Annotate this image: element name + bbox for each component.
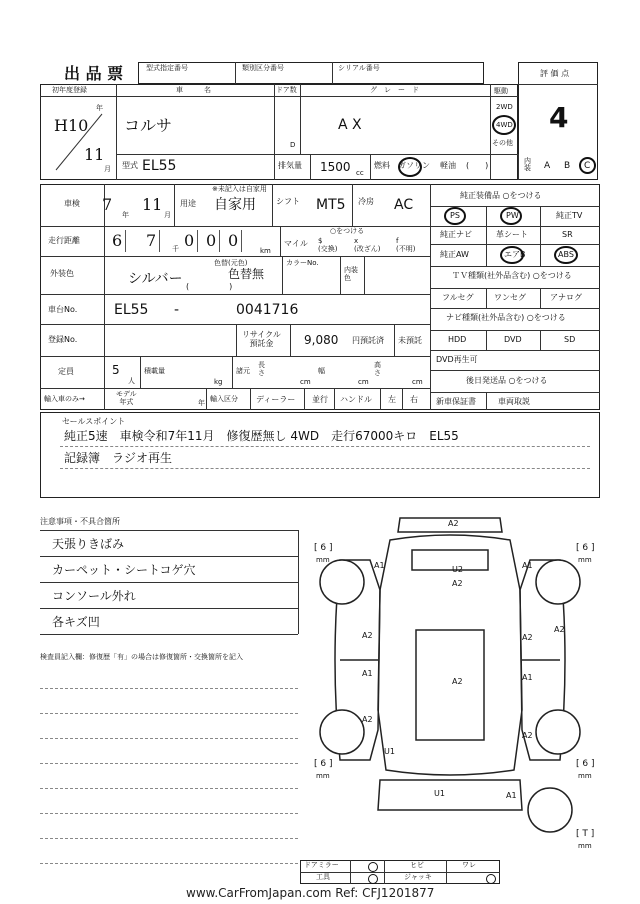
mileage-digit-cell xyxy=(140,230,160,252)
capacity-label: 定員 xyxy=(58,367,74,376)
door-unit: D xyxy=(290,141,296,149)
damage-mark: A1 xyxy=(362,669,373,678)
color-no-label: カラーNo. xyxy=(286,259,319,267)
recycle-not: 未預託 xyxy=(398,336,422,345)
circle-note: ○をつける xyxy=(330,227,365,235)
width-label: 幅 xyxy=(318,367,325,375)
damage-mark: A2 xyxy=(362,631,373,640)
fuel-gasoline: ガソリン xyxy=(398,161,430,170)
note-item: カーペット・シートコゲ穴 xyxy=(52,563,196,577)
mileage-label: 走行距離 xyxy=(48,236,80,245)
category-label: 類別区分番号 xyxy=(242,64,284,72)
score-label: 評 価 点 xyxy=(540,69,570,78)
damage-mark: A2 xyxy=(554,625,565,634)
original-color-paren: ( ) xyxy=(186,282,233,291)
inspector-line xyxy=(40,838,298,839)
ac-label: 冷房 xyxy=(358,197,374,206)
mirror-circle xyxy=(368,862,378,872)
mileage-unknown: f (不明) xyxy=(396,237,416,253)
damage-mark: A2 xyxy=(522,731,533,740)
form-title: 出 品 票 xyxy=(64,64,124,83)
note-item: 天張りきばみ xyxy=(52,537,125,551)
mileage-digit: 0 xyxy=(206,231,217,250)
handle-label: ハンドル xyxy=(340,395,372,404)
persons-unit: 人 xyxy=(128,377,135,385)
model-label: 型式 xyxy=(122,161,138,170)
model-value: EL55 xyxy=(142,158,177,174)
drive-4wd: 4WD xyxy=(496,121,513,129)
height-cm: cm xyxy=(412,378,423,386)
load-label: 積載量 xyxy=(144,367,165,375)
fuel-diesel: 軽油 xyxy=(440,161,456,170)
damage-mark: A2 xyxy=(362,715,373,724)
tv-fullseg: フルセグ xyxy=(442,293,474,302)
cert-number-box xyxy=(138,62,484,84)
navi-dvd: DVD xyxy=(504,335,522,344)
grade-value: A X xyxy=(338,117,362,133)
color-value: シルバー xyxy=(128,271,183,287)
interior-c-circle xyxy=(579,157,596,174)
model-cert-label: 型式指定番号 xyxy=(146,64,188,72)
equip-abs-circle xyxy=(554,246,578,264)
door-label: ドア数 xyxy=(276,86,297,94)
navi-type-label: ナビ種類(社外品含む) ○をつける xyxy=(446,313,566,322)
equip-airbag: エアB xyxy=(504,250,526,259)
damage-mark: A1 xyxy=(374,561,385,570)
interior-b: B xyxy=(564,161,571,171)
damage-diagram xyxy=(300,510,600,880)
usage-note: ※未記入は自家用 xyxy=(212,185,267,193)
insp-month-unit: 月 xyxy=(164,211,171,219)
chassis-dash: - xyxy=(174,302,180,318)
mileage-exchange: $ (交換) xyxy=(318,237,338,253)
length-label: 長 さ xyxy=(258,361,265,377)
height-label: 高 さ xyxy=(374,361,381,377)
handle-right: 右 xyxy=(410,395,418,404)
mileage-modified: x (改ざん) xyxy=(354,237,381,253)
drive-other: その他 xyxy=(492,139,513,147)
damage-mark: U2 xyxy=(452,565,463,574)
inspector-line xyxy=(40,863,298,864)
navi-sd: SD xyxy=(564,335,576,344)
damage-mark: U1 xyxy=(384,747,395,756)
shift-label: シフト xyxy=(276,197,300,206)
fuel-label: 燃料 xyxy=(374,161,390,170)
inspector-line xyxy=(40,813,298,814)
warp-label: ワレ xyxy=(462,861,476,869)
fuel-gasoline-circle xyxy=(398,157,422,177)
month-unit: 月 xyxy=(104,165,111,173)
mileage-digit-cell xyxy=(200,230,220,252)
equip-ps: PS xyxy=(450,211,460,220)
note-item: 各キズ凹 xyxy=(52,615,100,629)
jack-label: ジャッキ xyxy=(404,873,432,881)
sales-line-1: 純正5速 車検令和7年11月 修復歴無し 4WD 走行67000キロ EL55 xyxy=(64,429,459,443)
equip-abs: ABS xyxy=(558,250,574,259)
int-color-label: 内装 色 xyxy=(344,266,358,283)
drive-2wd: 2WD xyxy=(496,103,513,111)
inspector-line xyxy=(40,788,298,789)
displacement-label: 排気量 xyxy=(278,161,302,170)
tread-unit: mm xyxy=(578,772,592,780)
first-reg-label: 初年度登録 xyxy=(52,86,87,94)
mileage-digit-cell xyxy=(222,230,242,252)
km-unit: km xyxy=(260,247,271,255)
equip-pw-circle xyxy=(500,207,522,225)
recycle-label: リサイクル 預託金 xyxy=(242,330,281,348)
reg-year: H10 xyxy=(54,116,89,135)
dims-label: 諸元 xyxy=(236,367,250,375)
equip-ps-circle xyxy=(444,207,466,225)
cc-unit: cc xyxy=(356,169,364,177)
interior-c: C xyxy=(584,161,591,171)
handle-left: 左 xyxy=(388,395,396,404)
inspector-line xyxy=(40,688,298,689)
parallel-option: 並行 xyxy=(312,395,328,404)
mileage-digit: 6 xyxy=(112,231,123,250)
mileage-digit: 0 xyxy=(184,231,195,250)
damage-mark: A2 xyxy=(522,633,533,642)
tread-value: [ 6 ] xyxy=(576,759,595,769)
chassis-label: 車台No. xyxy=(48,305,78,314)
vehicle-name: コルサ xyxy=(124,116,173,135)
inspection-month: 11 xyxy=(142,195,163,214)
damage-mark: A1 xyxy=(522,673,533,682)
equip-leather: 革シート xyxy=(496,230,528,239)
serial-label: シリアル番号 xyxy=(338,64,380,72)
tread-unit: mm xyxy=(316,772,330,780)
tread-unit: mm xyxy=(578,842,592,850)
chassis-number: 0041716 xyxy=(236,302,299,318)
mileage-digit-cell xyxy=(106,230,126,252)
model-year-unit: 年 xyxy=(198,399,205,407)
genuine-equipment-label: 純正装備品 ○をつける xyxy=(460,191,542,200)
jack-circle xyxy=(486,874,496,884)
mirror-label: ドアミラー xyxy=(304,861,339,869)
ac-value: AC xyxy=(394,197,414,213)
later-warranty: 新車保証書 xyxy=(436,397,476,406)
watermark: www.CarFromJapan.com Ref: CFJ1201877 xyxy=(186,886,435,900)
shift-value: MT5 xyxy=(316,197,346,213)
recycle-deposited: 円預託済 xyxy=(352,336,384,345)
drive-label: 駆動 xyxy=(494,87,508,95)
equip-airbag-circle xyxy=(500,246,524,264)
damage-mark: A2 xyxy=(452,579,463,588)
tread-value: [ T ] xyxy=(576,829,595,839)
tool-label: 工具 xyxy=(316,873,330,881)
equip-aw: 純正AW xyxy=(440,250,469,259)
repaint-value: 色替無 xyxy=(228,267,265,281)
interior-a: A xyxy=(544,161,551,171)
thousand-unit: 千 xyxy=(172,245,179,253)
interior-label: 内装 xyxy=(524,157,531,172)
equip-sr: SR xyxy=(562,230,573,239)
mileage-digit: 7 xyxy=(146,231,157,250)
year-unit: 年 xyxy=(96,104,103,112)
tread-unit: mm xyxy=(578,556,592,564)
inspection-year: 7 xyxy=(102,195,113,214)
equip-tv: 純正TV xyxy=(556,211,583,220)
sales-point-label: セールスポイント xyxy=(62,417,126,426)
navi-dvd-play: DVD再生可 xyxy=(436,355,478,364)
usage-label: 用途 xyxy=(180,199,196,208)
reg-month: 11 xyxy=(84,145,105,164)
inspection-label: 車検 xyxy=(64,199,80,208)
score-value: 4 xyxy=(549,101,569,134)
note-item: コンソール外れ xyxy=(52,589,136,603)
tool-circle xyxy=(368,874,378,884)
crack-label: ヒビ xyxy=(410,861,424,869)
length-cm: cm xyxy=(300,378,311,386)
inspector-label: 検査員記入欄：修復歴「有」の場合は修復箇所・交換箇所を記入 xyxy=(40,653,243,661)
inspector-line xyxy=(40,763,298,764)
tv-type-label: ＴＶ種類(社外品含む) ○をつける xyxy=(452,271,572,280)
reg-no-label: 登録No. xyxy=(48,335,78,344)
usage-value: 自家用 xyxy=(214,197,256,213)
mileage-digit-cell xyxy=(178,230,198,252)
model-year-label: モデル 年式 xyxy=(116,390,137,406)
tv-analog: アナログ xyxy=(550,293,582,302)
tread-unit: mm xyxy=(316,556,330,564)
equip-pw: PW xyxy=(506,211,519,220)
import-class-label: 輸入区分 xyxy=(210,395,238,403)
equip-navi: 純正ナビ xyxy=(440,230,472,239)
name-label: 車 名 xyxy=(176,86,211,94)
color-label: 外装色 xyxy=(50,269,74,278)
recycle-value: 9,080 xyxy=(304,333,339,347)
displacement-value: 1500 xyxy=(320,160,351,174)
damage-mark: A1 xyxy=(522,561,533,570)
damage-mark: A2 xyxy=(448,519,459,528)
chassis-prefix: EL55 xyxy=(114,302,149,318)
damage-mark: A2 xyxy=(452,677,463,686)
inspector-line xyxy=(40,738,298,739)
kg-unit: kg xyxy=(214,378,223,386)
drive-4wd-circle xyxy=(492,115,516,135)
mile-label: マイル xyxy=(284,239,308,248)
damage-mark: A1 xyxy=(506,791,517,800)
tv-oneseg: ワンセグ xyxy=(494,293,526,302)
import-label: 輸入車のみ→ xyxy=(44,395,85,403)
inspector-line xyxy=(40,713,298,714)
tread-value: [ 6 ] xyxy=(314,759,333,769)
tread-value: [ 6 ] xyxy=(314,543,333,553)
later-items-label: 後日発送品 ○をつける xyxy=(466,376,548,385)
repaint-label: 色替(元色) xyxy=(214,259,248,267)
insp-year-unit: 年 xyxy=(122,211,129,219)
dealer-option: ディーラー xyxy=(256,395,296,404)
later-manual: 車両取説 xyxy=(498,397,530,406)
tread-value: [ 6 ] xyxy=(576,543,595,553)
notes-label: 注意事項・不具合箇所 xyxy=(40,517,120,526)
sales-line-2: 記録簿 ラジオ再生 xyxy=(64,451,173,465)
capacity-value: 5 xyxy=(112,363,120,377)
width-cm: cm xyxy=(358,378,369,386)
navi-hdd: HDD xyxy=(448,335,467,344)
grade-label: グ レ ー ド xyxy=(370,86,419,94)
mileage-digit: 0 xyxy=(228,231,239,250)
damage-mark: U1 xyxy=(434,789,445,798)
